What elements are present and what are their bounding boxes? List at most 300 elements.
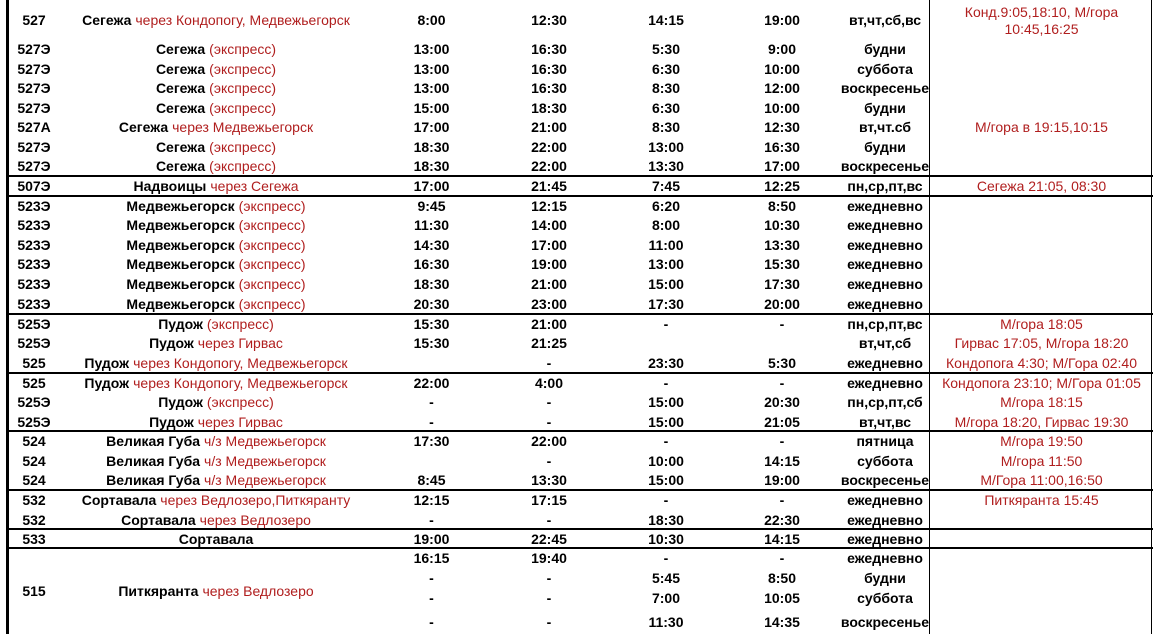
arrival-time-2: 14:35: [764, 614, 800, 630]
operating-days: пн,ср,пт,вс: [847, 178, 923, 194]
arrival-time-1: 16:30: [531, 41, 567, 57]
route-number: 523Э: [17, 197, 51, 214]
destination-name: Питкяранта: [118, 583, 199, 599]
arrival-time-1: 22:00: [531, 138, 567, 155]
table-right-border: [1151, 0, 1152, 634]
operating-days: ежедневно: [847, 276, 923, 292]
operating-days: воскресенье: [840, 158, 930, 174]
arrival-time-1: 22:45: [531, 530, 567, 547]
departure-time-1: 22:00: [413, 374, 450, 391]
departure-time-1: 8:00: [417, 11, 446, 28]
route-number: 525Э: [17, 315, 51, 332]
table-row: [9, 431, 1153, 451]
departure-time-1: 18:30: [413, 158, 450, 174]
route-via: через Ведлозеро: [202, 583, 314, 599]
departure-time-1: -: [429, 570, 434, 586]
departure-time-1: 19:00: [413, 530, 450, 547]
destination-name: Медвежьегорск: [126, 256, 235, 272]
route-via: (экспресс): [209, 158, 277, 174]
arrival-time-2: 14:15: [764, 452, 800, 469]
route-via: через Кондопогу, Медвежьегорск: [133, 374, 348, 391]
route-via: (экспресс): [209, 99, 277, 116]
route-number: 523Э: [17, 296, 51, 312]
departure-time-2: 7:00: [651, 590, 681, 606]
departure-time-2: 8:30: [651, 119, 681, 135]
departure-time-2: 14:15: [648, 11, 684, 28]
operating-days: вт,чт,сб,вс: [848, 11, 922, 28]
route-destination: [59, 39, 373, 59]
intermediate-stops-note: Конд.9:05,18:10, М/гора 10:45,16:25: [964, 4, 1119, 37]
departure-time-2: 15:00: [648, 394, 684, 410]
arrival-time-2: -: [779, 433, 785, 449]
departure-time-2: 8:00: [651, 217, 681, 233]
table-subrow: [9, 568, 1153, 588]
notes-column-border: [929, 0, 930, 634]
table-row: [9, 78, 1153, 98]
table-row: [9, 2, 1153, 37]
arrival-time-1: 16:30: [531, 60, 567, 77]
departure-time-2: -: [663, 550, 669, 566]
operating-days: ежедневно: [847, 256, 923, 272]
table-row: [9, 156, 1153, 176]
route-destination: [59, 490, 373, 510]
route-via: через Медвежьегорск: [172, 119, 314, 135]
departure-time-1: -: [429, 394, 434, 410]
destination-name: Медвежьегорск: [126, 236, 235, 253]
departure-time-2: 15:00: [648, 413, 684, 430]
departure-time-1: 17:30: [413, 433, 450, 449]
destination-name: Пудож: [149, 413, 194, 430]
intermediate-stops-note: Питкяранта 15:45: [984, 492, 1099, 508]
arrival-time-2: 15:30: [764, 256, 800, 272]
route-number: 525Э: [17, 413, 51, 430]
arrival-time-2: 12:00: [764, 80, 800, 96]
route-via: (экспресс): [238, 256, 306, 272]
intermediate-stops-note: М/гора в 19:15,10:15: [975, 119, 1108, 135]
operating-days: будни: [864, 570, 906, 586]
operating-days: ежедневно: [847, 530, 923, 547]
route-via: через Ведлозеро: [199, 511, 311, 528]
departure-time-2: 11:00: [648, 236, 684, 253]
arrival-time-2: 14:15: [764, 530, 800, 547]
destination-name: Пудож: [158, 315, 203, 332]
arrival-time-2: 8:50: [767, 570, 797, 586]
route-via: (экспресс): [209, 41, 277, 57]
arrival-time-2: [724, 333, 840, 353]
arrival-time-1: 23:00: [531, 296, 567, 312]
table-subrow: [9, 612, 1153, 632]
arrival-time-2: -: [779, 315, 785, 332]
departure-time-1: 13:00: [413, 80, 450, 96]
table-row: [9, 373, 1153, 392]
table-row: [9, 294, 1153, 314]
route-destination: [59, 2, 373, 37]
route-via: (экспресс): [206, 394, 274, 410]
route-via: через Ведлозеро,Питкяранту: [160, 492, 351, 508]
route-destination: [59, 156, 373, 176]
departure-time-2: -: [663, 315, 669, 332]
intermediate-stops-note: Кондопога 23:10; М/Гора 01:05: [942, 374, 1141, 391]
departure-time-2: 11:30: [648, 614, 684, 630]
route-via: ч/з Медвежьегорск: [204, 452, 326, 469]
operating-days: ежедневно: [847, 197, 923, 214]
arrival-time-2: 19:00: [764, 11, 800, 28]
departure-time-2: 13:30: [648, 158, 684, 174]
route-number: 525Э: [17, 335, 51, 351]
arrival-time-1: 12:15: [531, 197, 567, 214]
route-via: (экспресс): [238, 197, 306, 214]
route-destination: [59, 510, 373, 529]
departure-time-2: 18:30: [648, 511, 684, 528]
departure-time-1: 17:00: [413, 178, 450, 194]
arrival-time-1: -: [546, 413, 552, 430]
operating-days: воскресенье: [840, 472, 930, 488]
group-separator: [9, 489, 1153, 491]
destination-name: Великая Губа: [106, 452, 201, 469]
arrival-time-1: -: [546, 511, 552, 528]
arrival-time-1: -: [546, 394, 552, 410]
arrival-time-2: 20:30: [764, 394, 800, 410]
operating-days: вт,чт.сб: [858, 119, 911, 135]
table-row: [9, 451, 1153, 470]
route-number: 525: [22, 355, 46, 371]
intermediate-stops-note: Сегежа 21:05, 08:30: [976, 178, 1107, 194]
arrival-time-2: -: [779, 492, 785, 508]
route-number: 527Э: [17, 138, 51, 155]
table-row: [9, 215, 1153, 235]
departure-time-1: 16:15: [413, 550, 450, 566]
route-number: 507Э: [17, 178, 51, 194]
destination-name: Сегежа: [155, 99, 206, 116]
operating-days: ежедневно: [847, 217, 923, 233]
route-number: 525Э: [17, 394, 51, 410]
route-destination: [59, 451, 373, 470]
table-row: [9, 176, 1153, 196]
operating-days: воскресенье: [840, 614, 930, 630]
table-row: [9, 117, 1153, 137]
departure-time-2: 13:00: [648, 256, 684, 272]
departure-time-2: 15:00: [648, 276, 684, 292]
operating-days: пн,ср,пт,вс: [847, 315, 923, 332]
operating-days: суббота: [857, 60, 913, 77]
operating-days: вт,чт,сб: [858, 335, 912, 351]
departure-time-1: 13:00: [413, 41, 450, 57]
route-number: 527: [22, 11, 46, 28]
destination-name: Сегежа: [155, 60, 206, 77]
destination-name: Сегежа: [155, 138, 206, 155]
route-number: 524: [22, 452, 46, 469]
operating-days: ежедневно: [847, 374, 923, 391]
arrival-time-2: 10:00: [764, 60, 800, 77]
destination-name: Пудож: [149, 335, 194, 351]
departure-time-1: 16:30: [413, 256, 450, 272]
route-destination: [59, 373, 373, 392]
departure-time-1: -: [429, 614, 434, 630]
operating-days: ежедневно: [847, 355, 923, 371]
departure-time-2: 13:00: [648, 138, 684, 155]
arrival-time-1: 19:00: [531, 256, 567, 272]
departure-time-2: 6:30: [651, 60, 681, 77]
operating-days: ежедневно: [847, 236, 923, 253]
destination-name: Пудож: [84, 374, 130, 391]
group-separator: [9, 313, 1153, 315]
departure-time-2: 6:30: [651, 99, 681, 116]
arrival-time-1: 22:00: [531, 433, 567, 449]
route-number: 527Э: [17, 41, 51, 57]
departure-time-2: 8:30: [651, 80, 681, 96]
route-number: 515: [22, 583, 46, 599]
departure-time-1: 14:30: [413, 236, 450, 253]
destination-name: Пудож: [158, 394, 203, 410]
departure-time-2: 10:30: [648, 530, 684, 547]
departure-time-1: -: [429, 590, 434, 606]
intermediate-stops-note: М/гора 18:15: [1000, 394, 1083, 410]
operating-days: вт,чт,вс: [859, 413, 911, 430]
table-row: [9, 392, 1153, 412]
operating-days: ежедневно: [847, 550, 923, 566]
intermediate-stops-note: М/Гора 11:00,16:50: [980, 472, 1103, 488]
arrival-time-1: 17:15: [531, 492, 567, 508]
departure-time-1: 13:00: [413, 60, 450, 77]
route-via: (экспресс): [209, 138, 277, 155]
arrival-time-1: 19:40: [531, 550, 567, 566]
operating-days: суббота: [857, 452, 913, 469]
table-row: [9, 353, 1153, 373]
route-via: ч/з Медвежьегорск: [204, 433, 326, 449]
route-destination: [59, 294, 373, 314]
arrival-time-2: 5:30: [767, 355, 797, 371]
intermediate-stops-note: М/гора 11:50: [1000, 452, 1083, 469]
route-destination: [59, 78, 373, 98]
route-destination: [59, 431, 373, 451]
departure-time-1: 18:30: [413, 276, 450, 292]
arrival-time-2: 10:30: [764, 217, 800, 233]
destination-name: Надвоицы: [133, 178, 207, 194]
departure-time-2: 5:30: [651, 41, 681, 57]
table-row: [9, 196, 1153, 215]
route-destination: [59, 176, 373, 196]
departure-time-1: [373, 353, 490, 373]
destination-name: Медвежьегорск: [126, 217, 235, 233]
route-destination: [59, 137, 373, 156]
arrival-time-2: 13:30: [764, 236, 800, 253]
group-separator: [9, 547, 1153, 549]
intermediate-stops-note: М/гора 18:20, Гирвас 19:30: [954, 413, 1129, 430]
operating-days: воскресенье: [840, 80, 930, 96]
route-number: 527Э: [17, 158, 51, 174]
route-via: (экспресс): [238, 276, 306, 292]
destination-name: Великая Губа: [106, 433, 201, 449]
route-destination: [59, 470, 373, 490]
route-via: через Кондопогу, Медвежьегорск: [135, 11, 350, 28]
route-via: (экспресс): [206, 315, 274, 332]
arrival-time-2: 22:30: [764, 511, 800, 528]
departure-time-2: 7:45: [651, 178, 681, 194]
operating-days: будни: [864, 99, 906, 116]
departure-time-2: -: [663, 374, 669, 391]
departure-time-2: 23:30: [648, 355, 684, 371]
arrival-time-1: 18:30: [531, 99, 567, 116]
destination-name: Сортавала: [178, 530, 254, 547]
table-subrow: [9, 548, 1153, 568]
operating-days: суббота: [857, 590, 913, 606]
route-number: 523Э: [17, 276, 51, 292]
departure-time-1: 18:30: [413, 138, 450, 155]
arrival-time-2: 21:05: [764, 413, 800, 430]
operating-days: пн,ср,пт,сб: [847, 394, 923, 410]
operating-days: ежедневно: [847, 492, 923, 508]
route-via: через Гирвас: [197, 413, 283, 430]
route-via: (экспресс): [209, 80, 277, 96]
route-number: 523Э: [17, 217, 51, 233]
arrival-time-2: 10:05: [764, 590, 800, 606]
route-destination: [59, 59, 373, 78]
route-number: 527Э: [17, 60, 51, 77]
route-destination: [59, 529, 373, 548]
operating-days: ежедневно: [847, 296, 923, 312]
route-number: 523Э: [17, 236, 51, 253]
table-row: [9, 235, 1153, 254]
group-separator: [9, 195, 1153, 197]
route-destination: [59, 412, 373, 431]
route-number: 524: [22, 472, 46, 488]
arrival-time-2: 12:25: [764, 178, 800, 194]
destination-name: Сортавала: [81, 492, 157, 508]
arrival-time-1: -: [546, 452, 552, 469]
route-destination: [59, 333, 373, 353]
route-via: (экспресс): [238, 236, 306, 253]
table-row: [9, 137, 1153, 156]
destination-name: Пудож: [84, 355, 130, 371]
departure-time-2: 5:45: [651, 570, 681, 586]
arrival-time-1: 21:00: [531, 119, 567, 135]
arrival-time-1: 14:00: [531, 217, 567, 233]
arrival-time-1: 21:00: [531, 315, 567, 332]
destination-name: Медвежьегорск: [126, 197, 235, 214]
route-via: через Гирвас: [197, 335, 283, 351]
arrival-time-1: 21:00: [531, 276, 567, 292]
arrival-time-2: 19:00: [764, 472, 800, 488]
intermediate-stops-note: М/гора 19:50: [1000, 433, 1083, 449]
table-row: [9, 314, 1153, 333]
arrival-time-1: 12:30: [531, 11, 567, 28]
intermediate-stops-note: Гирвас 17:05, М/гора 18:20: [954, 335, 1129, 351]
table-row: [9, 59, 1153, 78]
route-destination: [59, 353, 373, 373]
arrival-time-1: 22:00: [531, 158, 567, 174]
intermediate-stops-note: Кондопога 4:30; М/Гора 02:40: [946, 355, 1137, 371]
arrival-time-2: -: [779, 374, 785, 391]
arrival-time-2: 17:30: [764, 276, 800, 292]
route-destination: [59, 117, 373, 137]
arrival-time-2: 8:50: [767, 197, 797, 214]
route-destination: [59, 314, 373, 333]
route-destination: [59, 98, 373, 117]
table-row: [9, 490, 1153, 510]
arrival-time-1: -: [546, 590, 552, 606]
arrival-time-2: 9:00: [767, 41, 797, 57]
departure-time-1: 9:45: [417, 197, 446, 214]
destination-name: Медвежьегорск: [126, 276, 235, 292]
destination-name: Сегежа: [155, 80, 206, 96]
departure-time-1: 11:30: [413, 217, 450, 233]
departure-time-1: [373, 451, 490, 470]
arrival-time-1: 21:45: [531, 178, 567, 194]
table-subrow: [9, 588, 1153, 608]
departure-time-2: 10:00: [648, 452, 684, 469]
table-row: [9, 510, 1153, 529]
route-via: (экспресс): [238, 217, 306, 233]
departure-time-2: -: [663, 433, 669, 449]
route-via: (экспресс): [238, 296, 306, 312]
departure-time-1: 15:00: [413, 99, 450, 116]
route-number: 527А: [17, 119, 51, 135]
departure-time-1: 15:30: [413, 335, 450, 351]
departure-time-1: 8:45: [417, 472, 446, 488]
departure-time-2: 15:00: [648, 472, 684, 488]
departure-time-2: [608, 333, 724, 353]
route-via: (экспресс): [209, 60, 277, 77]
group-separator: [9, 528, 1153, 530]
route-destination: [59, 215, 373, 235]
arrival-time-2: 10:00: [764, 99, 800, 116]
intermediate-stops-note: М/гора 18:05: [1000, 315, 1083, 332]
arrival-time-1: 4:00: [534, 374, 564, 391]
route-via: ч/з Медвежьегорск: [204, 472, 326, 488]
route-destination: [59, 392, 373, 412]
arrival-time-2: 17:00: [764, 158, 800, 174]
route-number: 525: [22, 374, 46, 391]
departure-time-1: 20:30: [413, 296, 450, 312]
route-via: через Кондопогу, Медвежьегорск: [133, 355, 348, 371]
destination-name: Сегежа: [118, 119, 169, 135]
group-separator: [9, 430, 1153, 432]
operating-days: ежедневно: [847, 511, 923, 528]
route-number: 532: [22, 511, 46, 528]
table-row: [9, 333, 1153, 353]
route-destination: [59, 274, 373, 294]
arrival-time-1: -: [546, 355, 552, 371]
destination-name: Сегежа: [155, 41, 206, 57]
operating-days: будни: [864, 41, 906, 57]
arrival-time-2: 20:00: [764, 296, 800, 312]
route-number: 527Э: [17, 80, 51, 96]
destination-name: Сегежа: [82, 11, 132, 28]
table-row: [9, 39, 1153, 59]
table-row: [9, 412, 1153, 431]
arrival-time-2: 16:30: [764, 138, 800, 155]
route-number: 527Э: [17, 99, 51, 116]
route-number: 533: [22, 530, 46, 547]
arrival-time-1: 13:30: [531, 472, 567, 488]
departure-time-1: 17:00: [413, 119, 450, 135]
table-row: [9, 254, 1153, 274]
departure-time-1: 15:30: [413, 315, 450, 332]
route-destination: [59, 235, 373, 254]
destination-name: Великая Губа: [106, 472, 201, 488]
group-separator: [9, 175, 1153, 177]
arrival-time-1: 21:25: [531, 335, 567, 351]
departure-time-1: -: [429, 511, 434, 528]
destination-name: Сегежа: [155, 158, 206, 174]
departure-time-1: 12:15: [413, 492, 450, 508]
route-number: 532: [22, 492, 46, 508]
table-row: [9, 98, 1153, 117]
departure-time-2: 6:20: [651, 197, 681, 214]
group-separator: [9, 372, 1153, 374]
arrival-time-1: 16:30: [531, 80, 567, 96]
arrival-time-2: -: [779, 550, 785, 566]
